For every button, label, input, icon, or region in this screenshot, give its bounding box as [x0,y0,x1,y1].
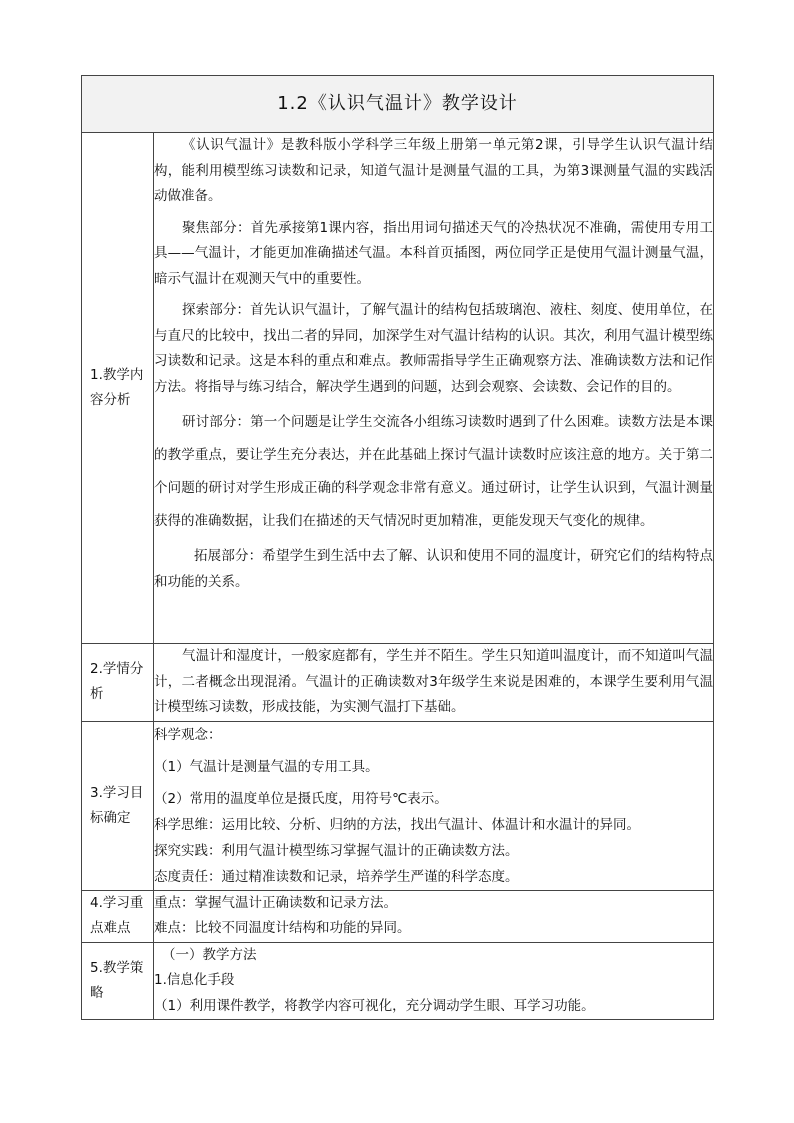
document-title: 1.2《认识气温计》教学设计 [277,93,518,114]
objective-line: （1）气温计是测量气温的专用工具。 [154,758,379,775]
lesson-plan-table [81,75,714,1020]
objective-line: 科学观念： [154,726,222,743]
strategy-line: （一）教学方法 [162,946,257,963]
section-label-cell [82,942,154,1020]
strategy-line: 1.信息化手段 [154,972,235,988]
section-content [154,721,714,890]
objective-line: 科学思维：运用比较、分析、归纳的方法，找出气温计、体温计和水温计的异同。 [154,816,640,833]
title-cell [82,76,714,133]
key-point-line: 重点：掌握气温计正确读数和记录方法。 [154,894,397,911]
section-content-analysis [82,133,714,644]
section-content [154,942,714,1020]
paragraph: 探索部分：首先认识气温计，了解气温计的结构包括玻璃泡、液柱、刻度、使用单位，在与直尺的比较中，找出二者的异同，加深学生对气温计结构的认识。其次，利用气温计模型练习读数和记录。这是本科的重点和难点。教师需指导学生正确观察方法、准确读数方法和记作方法。将指导与练习结合，解决学生遇到的问题，达到会观察、会读数、会记作的目的。 [154,302,713,395]
section-label-cell [82,644,154,722]
title-row [82,76,714,133]
section-content [154,890,714,942]
paragraph: 气温计和湿度计，一般家庭都有，学生并不陌生。学生只知道叫温度计，而不知道叫气温计，二者概念出现混淆。气温计的正确读数对3年级学生来说是困难的，本课学生要利用气温计模型练习读数，形成技能，为实测气温打下基础。 [154,648,713,715]
section-learning-objectives [82,721,714,890]
objective-line: 探究实践：利用气温计模型练习掌握气温计的正确读数方法。 [154,842,519,859]
section-label: 1.教学内容分析 [90,367,144,408]
section-label-cell [82,133,154,644]
strategy-line: （1）利用课件教学，将教学内容可视化，充分调动学生眼、耳学习功能。 [154,997,595,1014]
paragraph: 拓展部分：希望学生到生活中去了解、认识和使用不同的温度计，研究它们的结构特点和功能的关系。 [154,548,713,590]
section-content [154,644,714,722]
paragraph: 《认识气温计》是教科版小学科学三年级上册第一单元第2课，引导学生认识气温计结构，能利用模型练习读数和记录，知道气温计是测量气温的工具，为第3课测量气温的实践活动做准备。 [154,137,713,204]
objective-line: （2）常用的温度单位是摄氏度，用符号℃表示。 [154,790,448,807]
section-key-points [82,890,714,942]
section-label: 4.学习重点难点 [90,895,144,936]
paragraph: 聚焦部分：首先承接第1课内容，指出用词句描述天气的冷热状况不准确，需使用专用工具——气温计，才能更加准确描述气温。本科首页插图，两位同学正是使用气温计测量气温，暗示气温计在观测天气中的重要性。 [154,219,713,287]
section-label: 3.学习目标确定 [90,784,144,826]
section-label-cell [82,890,154,942]
section-content [154,133,714,644]
key-point-line: 难点：比较不同温度计结构和功能的异同。 [154,920,411,936]
paragraph: 研讨部分：第一个问题是让学生交流各小组练习读数时遇到了什么困难。读数方法是本课的教学重点，要让学生充分表达，并在此基础上探讨气温计读数时应该注意的地方。关于第二个问题的研讨对学生形成正确的科学观念非常有意义。通过研讨，让学生认识到，气温计测量获得的准确数据，让我们在描述的天气情况时更加精准，更能发现天气变化的规律。 [154,414,713,529]
section-label-cell [82,721,154,890]
section-learner-analysis [82,644,714,722]
section-label: 5.教学策略 [90,959,144,1001]
section-label: 2.学情分析 [90,661,144,703]
section-teaching-strategy [82,942,714,1020]
objective-line: 态度责任：通过精准读数和记录，培养学生严谨的科学态度。 [154,868,519,885]
